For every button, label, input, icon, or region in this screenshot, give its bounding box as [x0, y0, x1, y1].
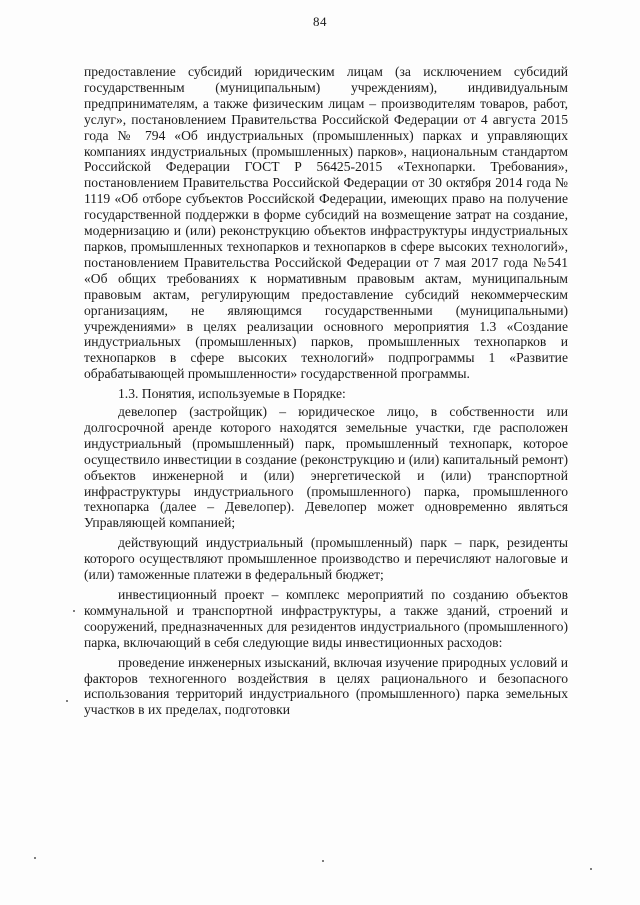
paragraph-engineering-surveys: проведение инженерных изысканий, включая изучение природных условий и факторов техногенного воздействия в целях рационального и безопасного использования территорий индустриального (промышленного) парка земельных участков в их пределах, подготовки: [84, 654, 568, 718]
paragraph-active-park-definition: действующий индустриальный (промышленный) парк – парк, резиденты которого осуществляют промышленное производство и перечисляют налоговые и (или) таможенные платежи в федеральный бюджет;: [84, 535, 568, 583]
paragraph-intro-continuation: предоставление субсидий юридическим лицам (за исключением субсидий государственным (муниципальным) учреждениям), индивидуальным предпринимателям, а также физическим лицам – производителям товаров, работ, услуг», постановлением Правительства Российской Федерации от 4 августа 2015 года № 794 «Об индустриальных (промышленных) парках и управляющих компаниях индустриальных (промышленных) парков», национальным стандартом Российской Федерации ГОСТ Р 56425-2015 «Технопарки. Требования», постановлением Правительства Российской Федерации от 30 октября 2014 года № 1119 «Об отборе субъектов Российской Федерации, имеющих право на получение государственной поддержки в форме субсидий на возмещение затрат на создание, модернизацию и (или) реконструкцию объектов инфраструктуры индустриальных парков, промышленных технопарков и технопарков в сфере высоких технологий», постановлением Правительства Российской Федерации от 7 мая 2017 года №541 «Об общих требованиях к нормативным правовым актам, муниципальным правовым актам, регулирующим предоставление субсидий некоммерческим организациям, не являющимся государственными (муниципальными) учреждениями» в целях реализации основного мероприятия 1.3 «Создание индустриальных (промышленных) парков, промышленных технопарков и технопарков в сфере высоких технологий» подпрограммы 1 «Развитие обрабатывающей промышленности» государственной программы.: [84, 64, 568, 382]
paragraph-investment-project-definition: инвестиционный проект – комплекс мероприятий по созданию объектов коммунальной и транспортной инфраструктуры, а также зданий, строений и сооружений, предназначенных для резидентов индустриального (промышленного) парка, включающий в себя следующие виды инвестиционных расходов:: [84, 587, 568, 650]
scan-dot-mark: [73, 610, 75, 612]
document-body: [84, 64, 568, 722]
paragraph-developer-definition: девелопер (застройщик) – юридическое лицо, в собственности или долгосрочной аренде которого находятся земельные участки, где расположен индустриальный (промышленный) парк, промышленный технопарк, которое осуществило инвестиции в создание (реконструкцию и (или) капитальный ремонт) объектов инженерной и (или) энергетической и (или) транспортной инфраструктуры индустриального (промышленного) парка, промышленного технопарка (далее – Девелопер). Девелопер может одновременно являться Управляющей компанией;: [84, 404, 568, 531]
scan-dot-mark: [322, 860, 324, 862]
paragraph-section-1-3: 1.3. Понятия, используемые в Порядке:: [118, 386, 346, 402]
scan-dot-mark: [66, 700, 68, 702]
scan-dot-mark: [34, 857, 36, 859]
page-number: 84: [313, 14, 327, 29]
scan-dot-mark: [590, 868, 592, 870]
